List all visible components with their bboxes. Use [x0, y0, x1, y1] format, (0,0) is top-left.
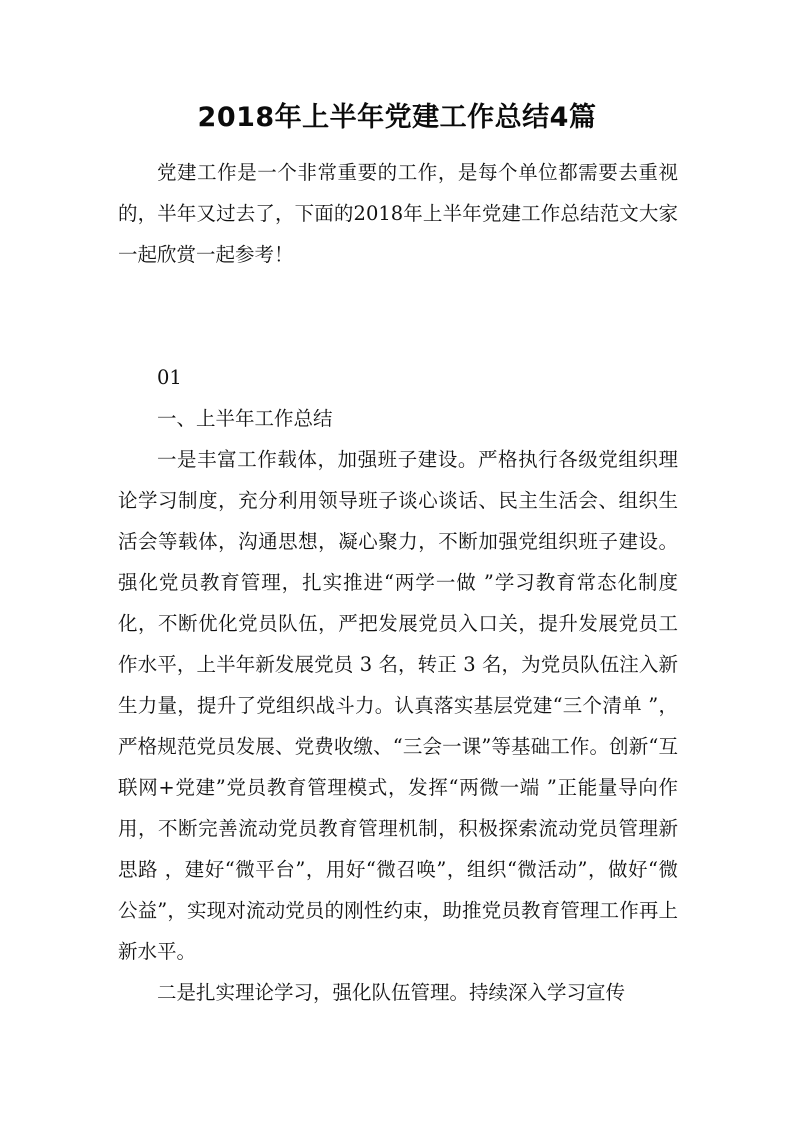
- document-title: 2018年上半年党建工作总结4篇: [197, 102, 597, 133]
- section-number: 01: [157, 366, 182, 389]
- body-paragraph: 一是丰富工作载体，加强班子建设。严格执行各级党组织理论学习制度，充分利用领导班子谈心谈话、民主生活会、组织生活会等载体，沟通思想，凝心聚力，不断加强党组织班子建设。强化党员教育管理，扎实推进“两学一做 ”学习教育常态化制度化，不断优化党员队伍，严把发展党员入口关，提升发展党员工作水平，上半年新发展党员 3 名，转正 3 名，为党员队伍注入新生力量，提升了党组织战斗力。认真落实基层党建“三个清单 ”，严格规范党员发展、党费收缴、“三会一课”等基础工作。创新“互联网+党建”党员教育管理模式，发挥“两微一端 ”正能量导向作用，不断完善流动党员教育管理机制，积极探索流动党员管理新思路 ，建好“微平台”，用好“微召唤”，组织“微活动”，做好“微公益”，实现对流动党员的刚性约束，助推党员教育管理工作再上新水平。: [118, 448, 678, 963]
- section-heading: 一、上半年工作总结: [157, 407, 333, 430]
- document-body: [118, 152, 678, 1013]
- section-spacer: [118, 275, 678, 357]
- intro-paragraph: 党建工作是一个非常重要的工作，是每个单位都需要去重视的，半年又过去了，下面的2018年上半年党建工作总结范文大家一起欣赏一起参考！: [118, 161, 678, 266]
- body-paragraph: 二是扎实理论学习，强化队伍管理。持续深入学习宣传: [157, 981, 626, 1004]
